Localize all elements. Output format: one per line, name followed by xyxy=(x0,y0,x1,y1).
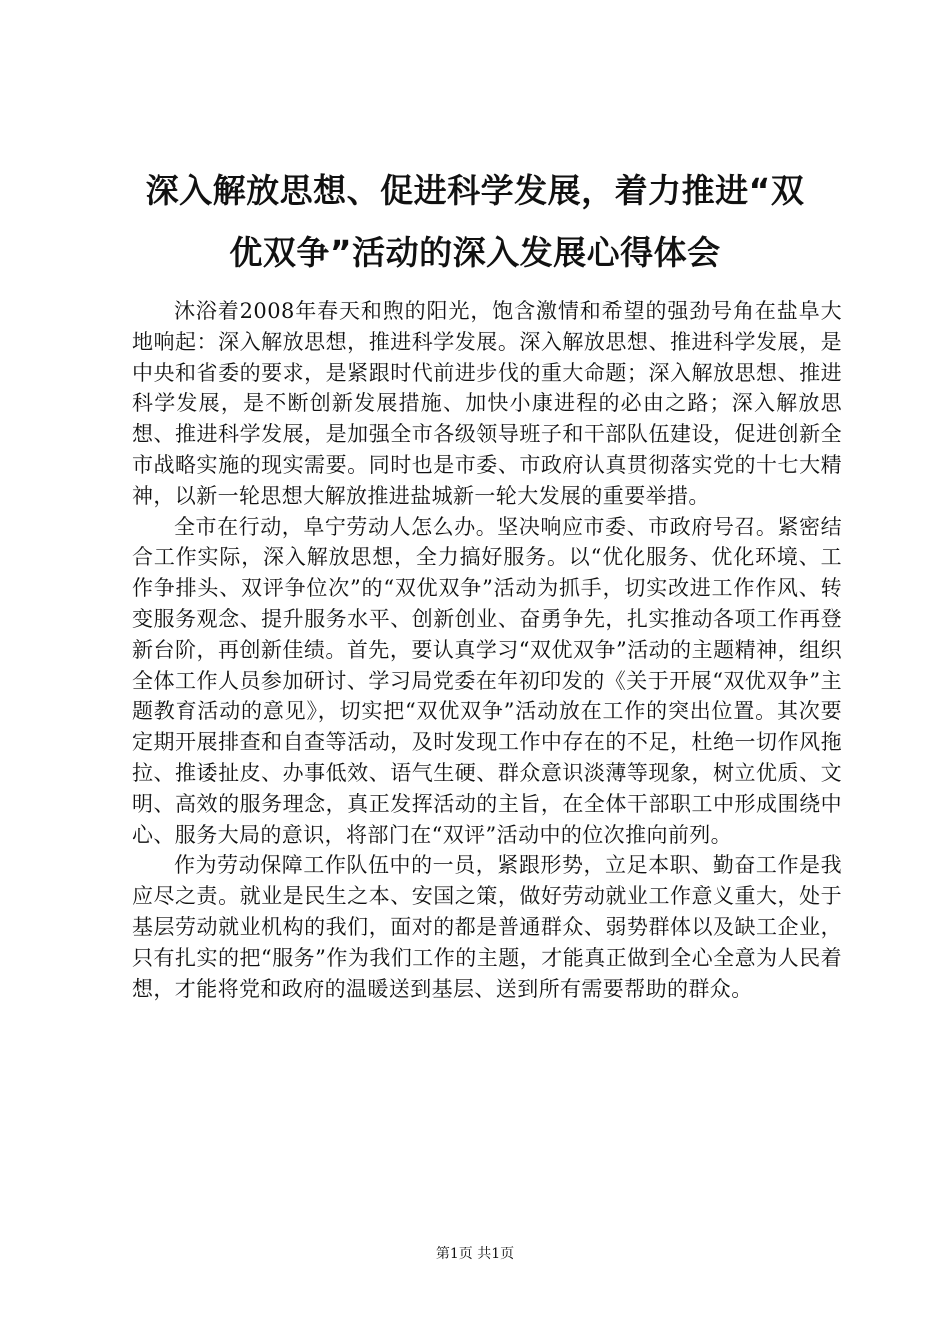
paragraph-1: 沐浴着2008年春天和煦的阳光，饱含激情和希望的强劲号角在盐阜大地响起：深入解放思想，推进科学发展。深入解放思想、推进科学发展，是中央和省委的要求，是紧跟时代前进步伐的重大命题；深入解放思想、推进科学发展，是不断创新发展措施、加快小康进程的必由之路；深入解放思想、推进科学发展，是加强全市各级领导班子和干部队伍建设，促进创新全市战略实施的现实需要。同时也是市委、市政府认真贯彻落实党的十七大精神，以新一轮思想大解放推进盐城新一轮大发展的重要举措。 xyxy=(132,299,842,508)
paragraph-2: 全市在行动，阜宁劳动人怎么办。坚决响应市委、市政府号召。紧密结合工作实际，深入解放思想，全力搞好服务。以“优化服务、优化环境、工作争排头、双评争位次”的“双优双争”活动为抓手，切实改进工作作风、转变服务观念、提升服务水平、创新创业、奋勇争先，扎实推动各项工作再登新台阶，再创新佳绩。首先，要认真学习“双优双争”活动的主题精神，组织全体工作人员参加研讨、学习局党委在年初印发的《关于开展“双优双争”主题教育活动的意见》，切实把“双优双争”活动放在工作的突出位置。其次要定期开展排查和自查等活动，及时发现工作中存在的不足，杜绝一切作风拖拉、推诿扯皮、办事低效、语气生硬、群众意识淡薄等现象，树立优质、文明、高效的服务理念，真正发挥活动的主旨，在全体干部职工中形成围绕中心、服务大局的意识，将部门在“双评”活动中的位次推向前列。 xyxy=(132,514,842,847)
title-line-2: 优双争”活动的深入发展心得体会 xyxy=(229,233,721,272)
title-line-1: 深入解放思想、促进科学发展，着力推进“双 xyxy=(145,171,805,210)
page-number-footer: 第1页 共1页 xyxy=(435,1246,515,1262)
document-body xyxy=(132,296,842,1004)
document-title xyxy=(100,160,850,284)
paragraph-3: 作为劳动保障工作队伍中的一员，紧跟形势，立足本职、勤奋工作是我应尽之责。就业是民生之本、安国之策，做好劳动就业工作意义重大，处于基层劳动就业机构的我们，面对的都是普通群众、弱势群体以及缺工企业，只有扎实的把“服务”作为我们工作的主题，才能真正做到全心全意为人民着想，才能将党和政府的温暖送到基层、送到所有需要帮助的群众。 xyxy=(132,853,842,1001)
